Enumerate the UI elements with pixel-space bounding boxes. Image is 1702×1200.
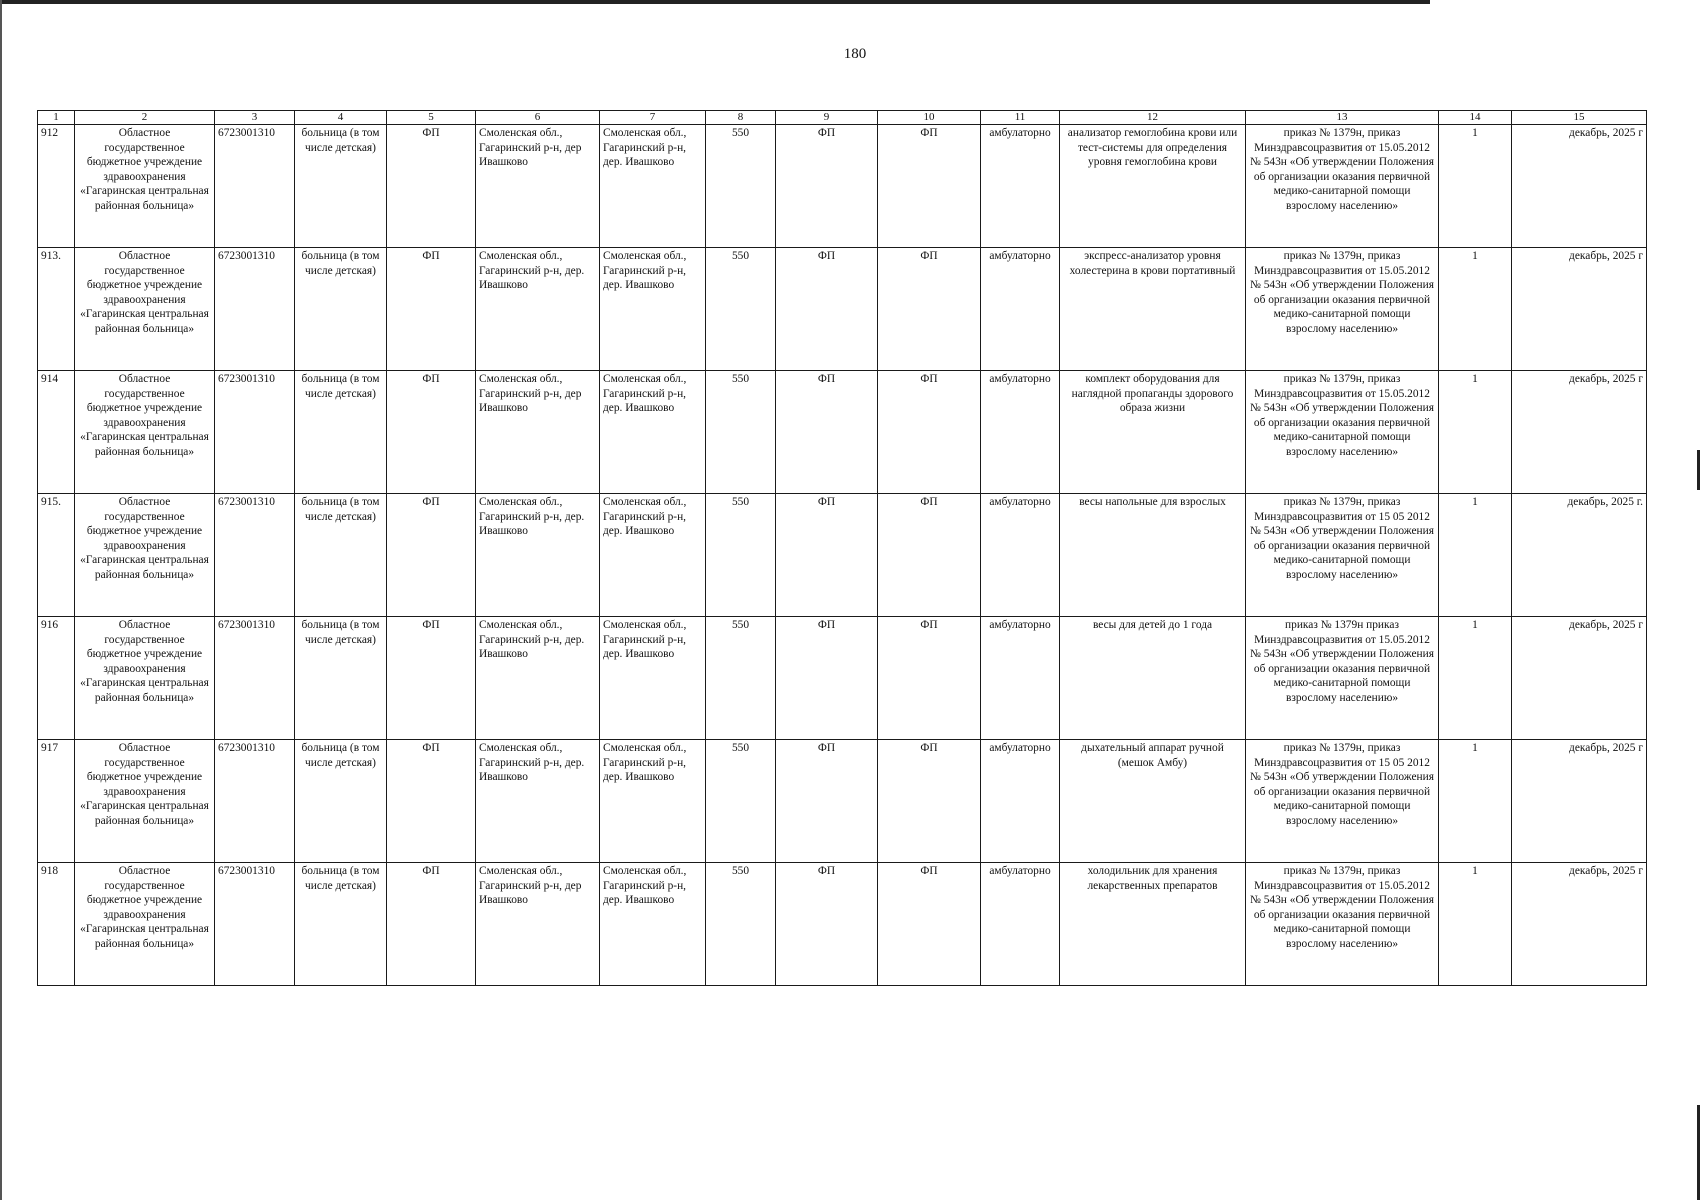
equipment-name-cell: анализатор гемоглобина крови или тест-системы для определения уровня гемоглобина крови — [1060, 125, 1246, 248]
address-cell: Смоленская обл., Гагаринский р-н, дер Ивашково — [476, 125, 600, 248]
right-scan-mark — [1697, 1105, 1700, 1200]
care-form-cell: амбулаторно — [981, 617, 1060, 740]
institution-type-cell: больница (в том числе детская) — [295, 863, 387, 986]
delivery-date-cell: декабрь, 2025 г — [1512, 863, 1647, 986]
delivery-date-cell: декабрь, 2025 г — [1512, 371, 1647, 494]
table-body — [38, 125, 1647, 986]
unit-type-cell: ФП — [878, 371, 981, 494]
column-number-cell: 15 — [1512, 111, 1647, 125]
settlement-address-cell: Смоленская обл., Гагаринский р-н, дер. Ивашково — [600, 617, 706, 740]
regulation-order-cell: приказ № 1379н, приказ Минздравсоцразвития от 15.05.2012 № 543н «Об утверждении Положения об организации оказания первичной медико-санитарной помощи взрослому населению» — [1246, 248, 1439, 371]
equipment-name-cell: весы для детей до 1 года — [1060, 617, 1246, 740]
unit-type-cell: ФП — [878, 863, 981, 986]
column-number-cell: 10 — [878, 111, 981, 125]
organization-name-cell: Областное государственное бюджетное учреждение здравоохранения «Гагаринская центральная районная больница» — [75, 371, 215, 494]
row-number-cell: 914 — [38, 371, 75, 494]
institution-type-cell: больница (в том числе детская) — [295, 494, 387, 617]
column-number-cell: 14 — [1439, 111, 1512, 125]
table-row — [38, 125, 1647, 248]
unit-type-cell: ФП — [878, 125, 981, 248]
column-number-cell: 4 — [295, 111, 387, 125]
unit-type-cell: ФП — [878, 248, 981, 371]
organization-name-cell: Областное государственное бюджетное учреждение здравоохранения «Гагаринская центральная районная больница» — [75, 125, 215, 248]
table-row — [38, 617, 1647, 740]
unit-type-cell: ФП — [776, 248, 878, 371]
population-cell: 550 — [706, 248, 776, 371]
column-number-cell: 7 — [600, 111, 706, 125]
organization-name-cell: Областное государственное бюджетное учреждение здравоохранения «Гагаринская центральная районная больница» — [75, 248, 215, 371]
equipment-name-cell: экспресс-анализатор уровня холестерина в крови портативный — [1060, 248, 1246, 371]
equipment-name-cell: комплект оборудования для наглядной пропаганды здорового образа жизни — [1060, 371, 1246, 494]
population-cell: 550 — [706, 740, 776, 863]
unit-type-cell: ФП — [878, 617, 981, 740]
population-cell: 550 — [706, 617, 776, 740]
care-form-cell: амбулаторно — [981, 371, 1060, 494]
equipment-name-cell: холодильник для хранения лекарственных препаратов — [1060, 863, 1246, 986]
address-cell: Смоленская обл., Гагаринский р-н, дер. Ивашково — [476, 494, 600, 617]
row-number-cell: 916 — [38, 617, 75, 740]
settlement-address-cell: Смоленская обл., Гагаринский р-н, дер. Ивашково — [600, 494, 706, 617]
unit-type-cell: ФП — [776, 371, 878, 494]
unit-type-cell: ФП — [776, 740, 878, 863]
organization-name-cell: Областное государственное бюджетное учреждение здравоохранения «Гагаринская центральная районная больница» — [75, 863, 215, 986]
regulation-order-cell: приказ № 1379н, приказ Минздравсоцразвития от 15.05.2012 № 543н «Об утверждении Положения об организации оказания первичной медико-санитарной помощи взрослому населению» — [1246, 863, 1439, 986]
column-number-row — [38, 111, 1647, 125]
unit-type-cell: ФП — [387, 617, 476, 740]
address-cell: Смоленская обл., Гагаринский р-н, дер. Ивашково — [476, 617, 600, 740]
column-number-cell: 9 — [776, 111, 878, 125]
unit-type-cell: ФП — [776, 494, 878, 617]
settlement-address-cell: Смоленская обл., Гагаринский р-н, дер. Ивашково — [600, 740, 706, 863]
table-row — [38, 494, 1647, 617]
unit-type-cell: ФП — [387, 494, 476, 617]
unit-type-cell: ФП — [776, 863, 878, 986]
address-cell: Смоленская обл., Гагаринский р-н, дер Ивашково — [476, 371, 600, 494]
care-form-cell: амбулаторно — [981, 248, 1060, 371]
population-cell: 550 — [706, 371, 776, 494]
inn-cell: 6723001310 — [215, 740, 295, 863]
equipment-registry-table — [37, 110, 1647, 986]
regulation-order-cell: приказ № 1379н, приказ Минздравсоцразвития от 15 05 2012 № 543н «Об утверждении Положения об организации оказания первичной медико-санитарной помощи взрослому населению» — [1246, 494, 1439, 617]
organization-name-cell: Областное государственное бюджетное учреждение здравоохранения «Гагаринская центральная районная больница» — [75, 617, 215, 740]
quantity-cell: 1 — [1439, 863, 1512, 986]
row-number-cell: 913. — [38, 248, 75, 371]
unit-type-cell: ФП — [878, 740, 981, 863]
unit-type-cell: ФП — [387, 248, 476, 371]
delivery-date-cell: декабрь, 2025 г — [1512, 125, 1647, 248]
quantity-cell: 1 — [1439, 617, 1512, 740]
row-number-cell: 917 — [38, 740, 75, 863]
unit-type-cell: ФП — [878, 494, 981, 617]
table-row — [38, 248, 1647, 371]
equipment-name-cell: дыхательный аппарат ручной (мешок Амбу) — [1060, 740, 1246, 863]
equipment-name-cell: весы напольные для взрослых — [1060, 494, 1246, 617]
care-form-cell: амбулаторно — [981, 740, 1060, 863]
quantity-cell: 1 — [1439, 740, 1512, 863]
inn-cell: 6723001310 — [215, 617, 295, 740]
population-cell: 550 — [706, 863, 776, 986]
institution-type-cell: больница (в том числе детская) — [295, 248, 387, 371]
table-row — [38, 371, 1647, 494]
quantity-cell: 1 — [1439, 494, 1512, 617]
column-number-cell: 12 — [1060, 111, 1246, 125]
organization-name-cell: Областное государственное бюджетное учреждение здравоохранения «Гагаринская центральная районная больница» — [75, 494, 215, 617]
column-number-cell: 6 — [476, 111, 600, 125]
unit-type-cell: ФП — [776, 125, 878, 248]
column-number-cell: 5 — [387, 111, 476, 125]
settlement-address-cell: Смоленская обл., Гагаринский р-н, дер. Ивашково — [600, 863, 706, 986]
delivery-date-cell: декабрь, 2025 г — [1512, 617, 1647, 740]
settlement-address-cell: Смоленская обл., Гагаринский р-н, дер. Ивашково — [600, 371, 706, 494]
unit-type-cell: ФП — [387, 740, 476, 863]
inn-cell: 6723001310 — [215, 125, 295, 248]
unit-type-cell: ФП — [776, 617, 878, 740]
quantity-cell: 1 — [1439, 125, 1512, 248]
quantity-cell: 1 — [1439, 371, 1512, 494]
row-number-cell: 918 — [38, 863, 75, 986]
institution-type-cell: больница (в том числе детская) — [295, 740, 387, 863]
address-cell: Смоленская обл., Гагаринский р-н, дер. Ивашково — [476, 740, 600, 863]
address-cell: Смоленская обл., Гагаринский р-н, дер Ивашково — [476, 863, 600, 986]
column-number-cell: 11 — [981, 111, 1060, 125]
care-form-cell: амбулаторно — [981, 125, 1060, 248]
top-scan-border — [0, 0, 1430, 4]
delivery-date-cell: декабрь, 2025 г — [1512, 740, 1647, 863]
institution-type-cell: больница (в том числе детская) — [295, 617, 387, 740]
settlement-address-cell: Смоленская обл., Гагаринский р-н, дер. Ивашково — [600, 125, 706, 248]
inn-cell: 6723001310 — [215, 371, 295, 494]
inn-cell: 6723001310 — [215, 863, 295, 986]
care-form-cell: амбулаторно — [981, 863, 1060, 986]
row-number-cell: 912 — [38, 125, 75, 248]
quantity-cell: 1 — [1439, 248, 1512, 371]
delivery-date-cell: декабрь, 2025 г. — [1512, 494, 1647, 617]
page-number: 180 — [843, 46, 867, 62]
row-number-cell: 915. — [38, 494, 75, 617]
population-cell: 550 — [706, 494, 776, 617]
organization-name-cell: Областное государственное бюджетное учреждение здравоохранения «Гагаринская центральная районная больница» — [75, 740, 215, 863]
regulation-order-cell: приказ № 1379н, приказ Минздравсоцразвития от 15.05.2012 № 543н «Об утверждении Положения об организации оказания первичной медико-санитарной помощи взрослому населению» — [1246, 371, 1439, 494]
right-scan-mark — [1697, 450, 1700, 490]
population-cell: 550 — [706, 125, 776, 248]
table-row — [38, 740, 1647, 863]
care-form-cell: амбулаторно — [981, 494, 1060, 617]
unit-type-cell: ФП — [387, 125, 476, 248]
unit-type-cell: ФП — [387, 371, 476, 494]
column-number-cell: 1 — [38, 111, 75, 125]
inn-cell: 6723001310 — [215, 248, 295, 371]
institution-type-cell: больница (в том числе детская) — [295, 371, 387, 494]
institution-type-cell: больница (в том числе детская) — [295, 125, 387, 248]
regulation-order-cell: приказ № 1379н, приказ Минздравсоцразвития от 15.05.2012 № 543н «Об утверждении Положения об организации оказания первичной медико-санитарной помощи взрослому населению» — [1246, 125, 1439, 248]
column-number-cell: 8 — [706, 111, 776, 125]
inn-cell: 6723001310 — [215, 494, 295, 617]
left-scan-border — [0, 0, 2, 1200]
settlement-address-cell: Смоленская обл., Гагаринский р-н, дер. Ивашково — [600, 248, 706, 371]
regulation-order-cell: приказ № 1379н, приказ Минздравсоцразвития от 15 05 2012 № 543н «Об утверждении Положения об организации оказания первичной медико-санитарной помощи взрослому населению» — [1246, 740, 1439, 863]
address-cell: Смоленская обл., Гагаринский р-н, дер. Ивашково — [476, 248, 600, 371]
column-number-cell: 3 — [215, 111, 295, 125]
column-number-cell: 13 — [1246, 111, 1439, 125]
table-row — [38, 863, 1647, 986]
regulation-order-cell: приказ № 1379н приказ Минздравсоцразвития от 15.05.2012 № 543н «Об утверждении Положения об организации оказания первичной медико-санитарной помощи взрослому населению» — [1246, 617, 1439, 740]
unit-type-cell: ФП — [387, 863, 476, 986]
table-header — [38, 111, 1647, 125]
column-number-cell: 2 — [75, 111, 215, 125]
delivery-date-cell: декабрь, 2025 г — [1512, 248, 1647, 371]
